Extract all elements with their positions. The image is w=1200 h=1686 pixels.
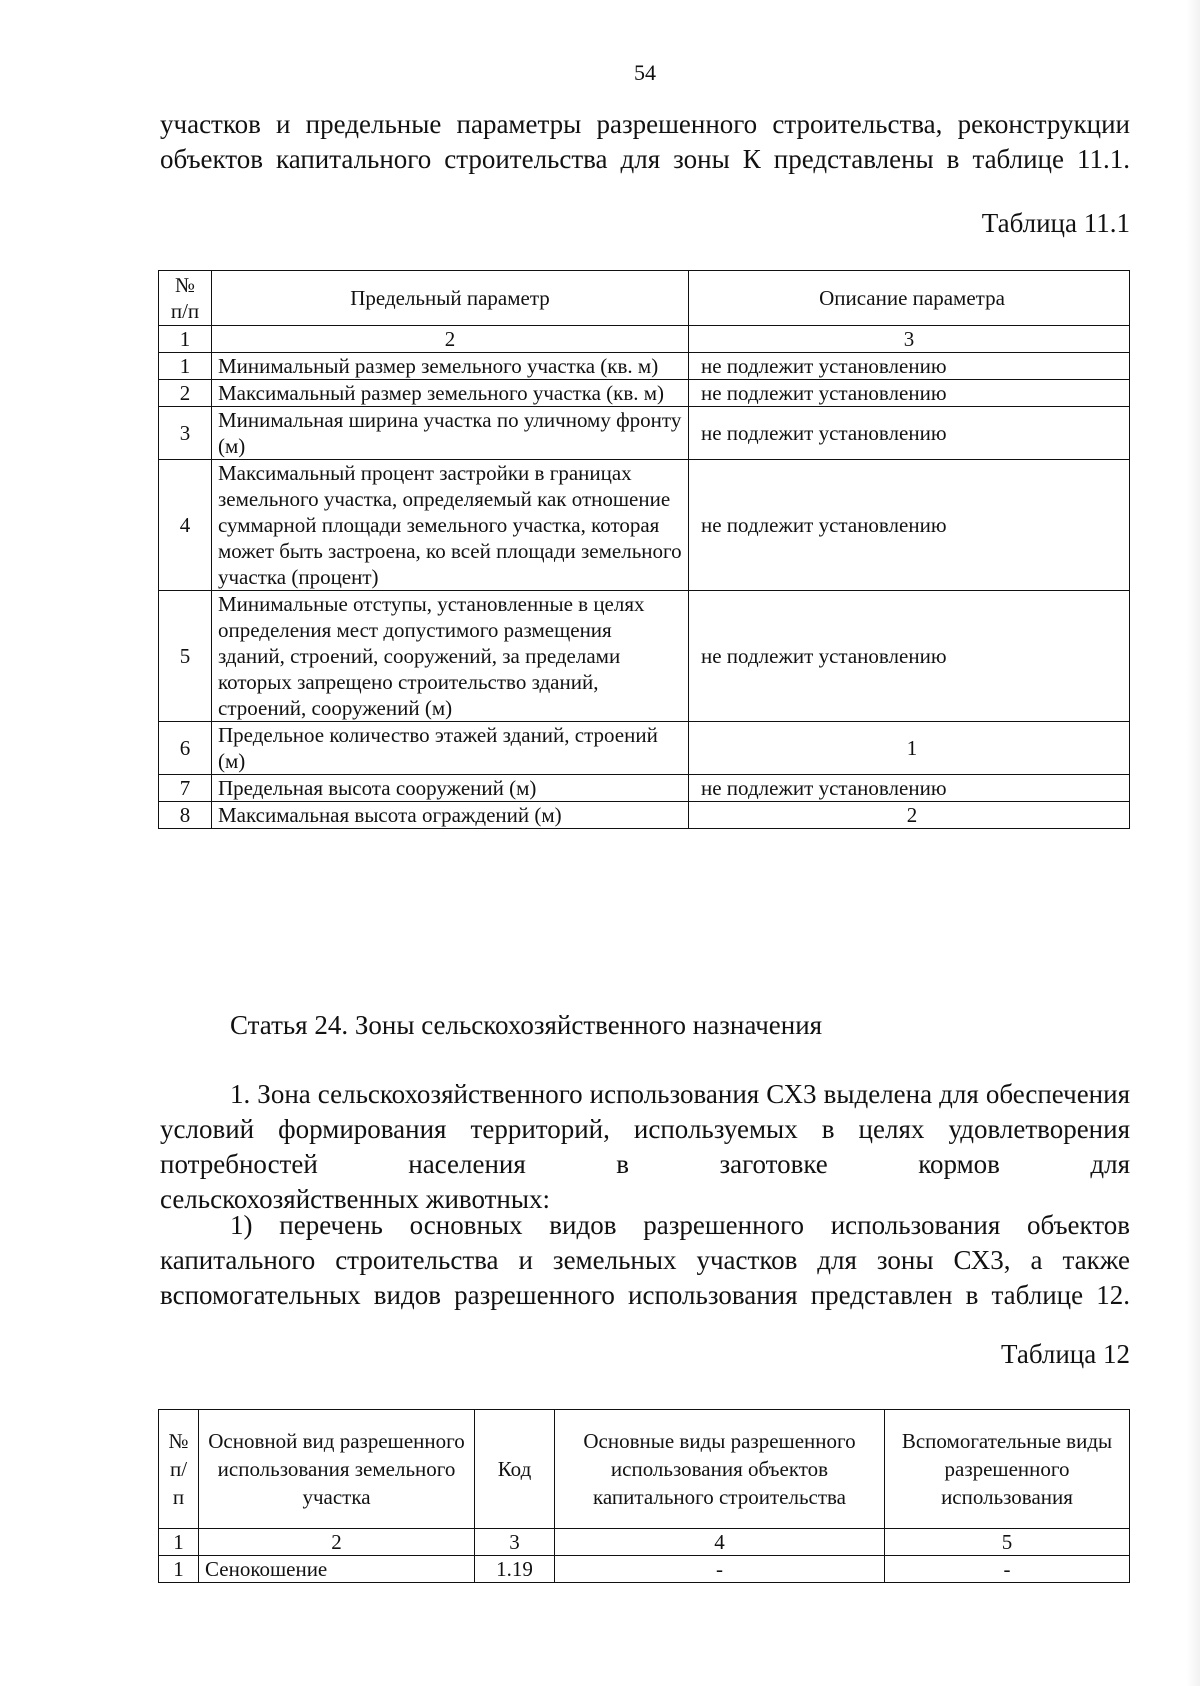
parameter-cell: Минимальный размер земельного участка (кв. м) [212, 353, 689, 380]
header-cell: Описание параметра [689, 271, 1130, 326]
row-number-cell: 6 [159, 722, 212, 775]
page-number: 54 [634, 60, 656, 85]
row-number-cell: 2 [159, 380, 212, 407]
table-row [159, 775, 1130, 802]
parameter-cell: Максимальная высота ограждений (м) [212, 802, 689, 829]
description-cell: 1 [689, 722, 1130, 775]
table-row [159, 460, 1130, 591]
row-number-cell: 4 [159, 460, 212, 591]
numbering-cell: 4 [555, 1529, 885, 1556]
table-header-row [159, 1410, 1130, 1529]
description-cell: не подлежит установлению [689, 353, 1130, 380]
row-number-cell: 8 [159, 802, 212, 829]
zone-paragraph-text: 1. Зона сельскохозяйственного использования СХ3 выделена для обеспечения условий формирования территорий, используемых в целях удовлетворения потребностей населения в заготовке кормов для [160, 1079, 1130, 1179]
use-type-cell: Сенокошение [199, 1556, 475, 1583]
numbering-cell: 2 [199, 1529, 475, 1556]
row-number-cell: 7 [159, 775, 212, 802]
zone-paragraph-last-line: сельскохозяйственных животных: [160, 1184, 550, 1214]
table-row [159, 1556, 1130, 1583]
description-cell: не подлежит установлению [689, 591, 1130, 722]
zone-paragraph [160, 1077, 1130, 1217]
numbering-row [159, 326, 1130, 353]
row-number-cell: 1 [159, 353, 212, 380]
auxiliary-use-cell: - [885, 1556, 1130, 1583]
numbering-row [159, 1529, 1130, 1556]
list-paragraph [160, 1208, 1130, 1313]
row-number-cell: 1 [159, 1556, 199, 1583]
table-caption: Таблица 11.1 [981, 208, 1130, 238]
header-cell: № п/п [159, 271, 212, 326]
parameter-cell: Предельное количество этажей зданий, строений (м) [212, 722, 689, 775]
table-row [159, 353, 1130, 380]
parameter-cell: Максимальный размер земельного участка (кв. м) [212, 380, 689, 407]
header-cell: Предельный параметр [212, 271, 689, 326]
header-cell: Вспомогательные виды разрешенного использования [885, 1410, 1130, 1529]
row-number-cell: 3 [159, 407, 212, 460]
numbering-cell: 5 [885, 1529, 1130, 1556]
parameter-cell: Максимальный процент застройки в границах земельного участка, определяемый как отношение суммарной площади земельного участка, которая может быть застроена, ко всей площади земельного участка (процент) [212, 460, 689, 591]
numbering-cell: 1 [159, 326, 212, 353]
table-caption-12: Таблица 12 [1001, 1339, 1130, 1369]
header-cell: № п/п [159, 1410, 199, 1529]
table-header-row [159, 271, 1130, 326]
parameter-cell: Предельная высота сооружений (м) [212, 775, 689, 802]
description-cell: не подлежит установлению [689, 407, 1130, 460]
numbering-cell: 3 [689, 326, 1130, 353]
header-cell: Основной вид разрешенного использования земельного участка [199, 1410, 475, 1529]
header-cell: Основные виды разрешенного использования объектов капитального строительства [555, 1410, 885, 1529]
sheet-edge [1186, 0, 1200, 1686]
table-row [159, 407, 1130, 460]
table-row [159, 722, 1130, 775]
table-row [159, 802, 1130, 829]
description-cell: не подлежит установлению [689, 460, 1130, 591]
table-row [159, 380, 1130, 407]
header-cell: Код [475, 1410, 555, 1529]
description-cell: не подлежит установлению [689, 380, 1130, 407]
article-title: Статья 24. Зоны сельскохозяйственного назначения [230, 1010, 823, 1040]
intro-paragraph: участков и предельные параметры разрешенного строительства, реконструкции объектов капитального строительства для зоны К представлены в таблице 11.1. [160, 109, 1130, 174]
row-number-cell: 5 [159, 591, 212, 722]
list-paragraph-text: 1) перечень основных видов разрешенного использования объектов капитального строительства и земельных участков для зоны СХ3, а также вспомогательных видов разрешенного использования представлен в таблице 12. [160, 1210, 1130, 1310]
parameter-cell: Минимальные отступы, установленные в целях определения мест допустимого размещения зданий, строений, сооружений, за пределами которых запрещено строительство зданий, строений, сооружений (м) [212, 591, 689, 722]
capital-objects-cell: - [555, 1556, 885, 1583]
parameter-cell: Минимальная ширина участка по уличному фронту (м) [212, 407, 689, 460]
limit-parameters-table [158, 270, 1130, 829]
description-cell: 2 [689, 802, 1130, 829]
code-cell: 1.19 [475, 1556, 555, 1583]
table-row [159, 591, 1130, 722]
numbering-cell: 3 [475, 1529, 555, 1556]
numbering-cell: 1 [159, 1529, 199, 1556]
permitted-use-table [158, 1409, 1130, 1583]
numbering-cell: 2 [212, 326, 689, 353]
description-cell: не подлежит установлению [689, 775, 1130, 802]
